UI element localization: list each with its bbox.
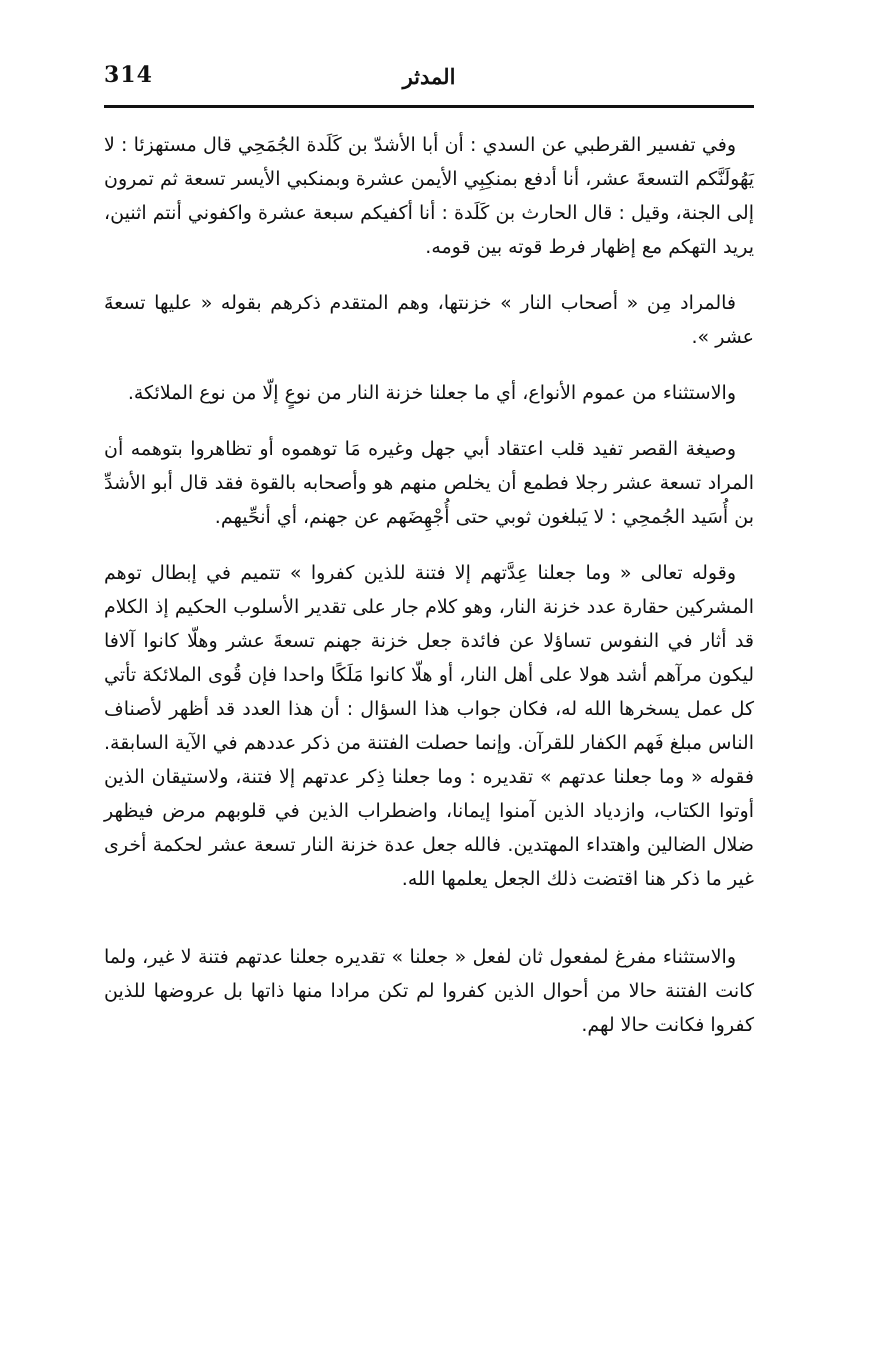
surah-name: المدثر <box>402 64 456 89</box>
paragraph-meaning-of-companions: فالمراد مِن « أصحاب النار » خزنتها، وهم المتقدم ذكرهم بقوله « عليها تسعةَ عشر ». <box>104 292 754 348</box>
paragraph-exception-types: والاستثناء من عموم الأنواع، أي ما جعلنا خزنة النار من نوعٍ إلّا من نوع الملائكة. <box>127 382 736 404</box>
page-number: 314 <box>104 62 153 88</box>
running-head <box>104 62 754 98</box>
page-text <box>104 128 754 1064</box>
paragraph-restriction-form: وصيغة القصر تفيد قلب اعتقاد أبي جهل وغيره مَا توهموه أو تظاهروا بتوهمه أن المراد تسعة عشر رجلا فطمع أن يخلص منهم هو وأصحابه بالقوة فقد قال أبو الأشدِّ بن أُسَيد الجُمحِي : لا يَبلغون ثوبي حتى أُجْهِضَهم عن جهنم، أي أنحِّيهم. <box>104 438 754 528</box>
paragraph-number-as-trial: وقوله تعالى « وما جعلنا عِدَّتهم إلا فتنة للذين كفروا » تتميم في إبطال توهم المشركين حقارة عدد خزنة النار، وهو كلام جار على تقدير الأسلوب الحكيم إذ الكلام قد أثار في النفوس تساؤلا عن فائدة جعل خزنة جهنم تسعةَ عشر وهلّا كانوا آلافا ليكون مرآهم أشد هولا على أهل النار، أو هلّا كانوا مَلَكًا واحدا فإن قُوى الملائكة تأتي كل عمل يسخرها الله له، فكان جواب هذا السؤال : أن هذا العدد قد أظهر لأصناف الناس مبلغ فَهم الكفار للقرآن. وإنما حصلت الفتنة من ذكر عددهم في الآية السابقة. فقوله « وما جعلنا عدتهم » تقديره : وما جعلنا ذِكر عدتهم إلا فتنة، ولاستيقان الذين أوتوا الكتاب، وازدياد الذين آمنوا إيمانا، واضطراب الذين في قلوبهم مرض فيظهر ضلال الضالين واهتداء المهتدين. فالله جعل عدة خزنة النار تسعة عشر لحكمة أخرى غير ما ذكر هنا اقتضت ذلك الجعل يعلمها الله. <box>104 562 754 890</box>
paragraph-qurtubi-quote: وفي تفسير القرطبي عن السدي : أن أبا الأشدّ بن كَلَدة الجُمَحِي قال مستهزئا : لا يَهُولَنَّكم التسعةَ عشر، أنا أدفع بمنكِبِي الأيمن عشرة وبمنكبي الأيسر تسعة ثم تمرون إلى الجنة، وقيل : قال الحارث بن كَلَدة : أنا أكفيكم سبعة عشرة واكفوني أنتم اثنين، يريد التهكم مع إظهار فرط قوته بين قومه. <box>104 134 754 258</box>
header-rule <box>104 105 754 108</box>
paragraph-exception-grammar: والاستثناء مفرغ لمفعول ثان لفعل « جعلنا » تقديره جعلنا عدتهم فتنة لا غير، ولما كانت الفتنة حالا من أحوال الذين كفروا لم تكن مرادا منها ذاتها بل عروضها للذين كفروا فكانت حالا لهم. <box>104 946 754 1036</box>
